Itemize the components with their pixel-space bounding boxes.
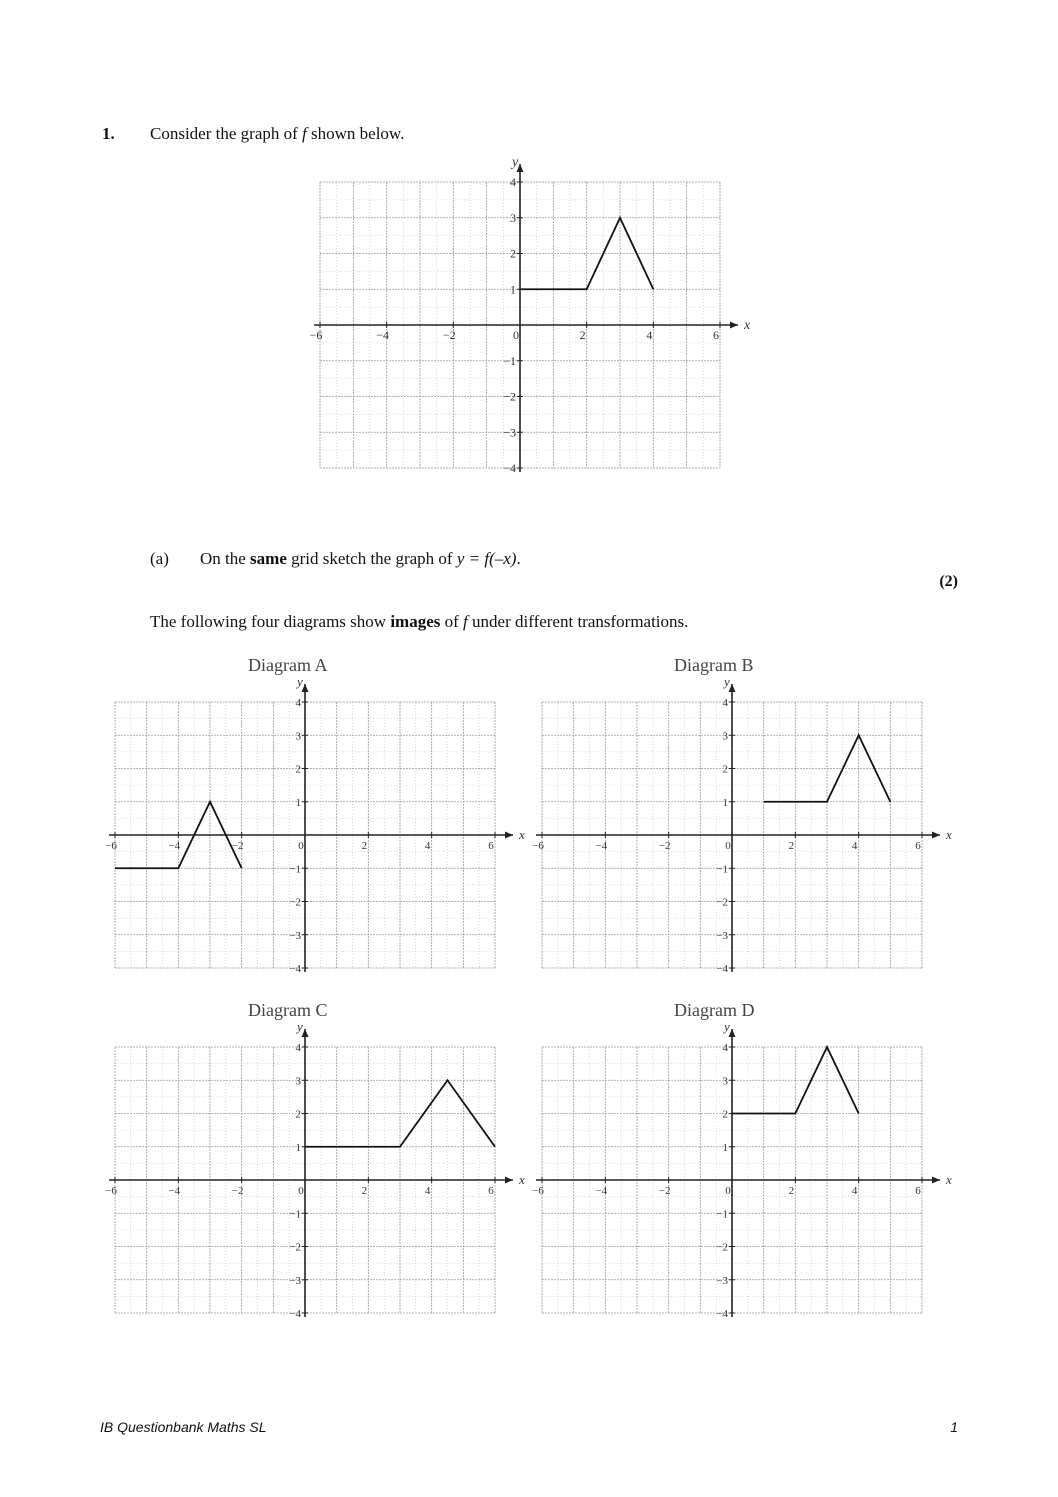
y-tick-label: −3: [503, 425, 516, 440]
y-tick-label: −1: [289, 863, 301, 876]
y-tick-label: 1: [295, 796, 301, 809]
x-tick-label: 2: [788, 1185, 795, 1197]
y-axis-label: y: [724, 1019, 730, 1034]
y-tick-label: −2: [716, 896, 728, 909]
y-tick-label: −1: [716, 863, 728, 876]
part-a-prefix: On the: [200, 549, 251, 568]
x-tick-label: −6: [532, 840, 544, 852]
y-tick-label: 4: [722, 1042, 728, 1054]
transformations-suffix: under different transformations.: [467, 612, 689, 631]
diagram-c-graph: [95, 1019, 535, 1335]
y-tick-label: −4: [716, 963, 728, 975]
question-number: 1.: [102, 124, 115, 143]
y-tick-label: −4: [289, 963, 301, 975]
y-tick-label: 2: [722, 763, 728, 776]
x-tick-label: 4: [646, 328, 653, 342]
diagram-d-graph: [522, 1019, 962, 1335]
y-tick-label: 2: [510, 246, 516, 261]
transformations-var: f: [463, 612, 468, 631]
y-axis-label: y: [297, 674, 303, 689]
x-tick-label: −4: [168, 1185, 181, 1197]
y-tick-label: −1: [716, 1208, 728, 1221]
x-tick-label: −4: [595, 840, 608, 852]
y-tick-label: −2: [503, 389, 516, 404]
x-tick-label: 2: [579, 328, 586, 342]
part-a-formula: y = f(–x): [456, 549, 517, 568]
x-tick-label: 6: [488, 1185, 494, 1197]
y-tick-label: −4: [716, 1308, 728, 1320]
x-axis-arrow: [932, 832, 940, 839]
x-tick-label: −4: [595, 1185, 608, 1197]
x-tick-label: 2: [361, 1185, 368, 1197]
x-tick-label: 2: [361, 840, 368, 852]
x-tick-label: −6: [532, 1185, 544, 1197]
y-tick-label: 4: [295, 697, 301, 709]
x-tick-label: −2: [231, 840, 244, 852]
x-tick-label: −2: [658, 840, 671, 852]
diagram-d-title: Diagram D: [674, 1000, 755, 1020]
x-tick-label: 4: [424, 1185, 431, 1197]
x-tick-label: −6: [105, 1185, 117, 1197]
x-tick-label: −4: [376, 328, 390, 342]
diagram-c-title: Diagram C: [248, 1000, 328, 1020]
diagram-b-title: Diagram B: [674, 655, 754, 675]
x-tick-label: 6: [713, 328, 719, 342]
part-a-marks: (2): [939, 573, 958, 590]
part-a-label: (a): [150, 549, 169, 568]
y-tick-label: −3: [716, 1274, 728, 1287]
y-tick-label: 3: [295, 1075, 301, 1088]
y-tick-label: −3: [289, 1274, 301, 1287]
x-axis-label: x: [946, 1172, 952, 1187]
x-tick-label: 4: [851, 1185, 858, 1197]
x-tick-label: −4: [168, 840, 181, 852]
y-tick-label: −1: [503, 353, 516, 368]
y-tick-label: −2: [289, 896, 301, 909]
question-intro-suffix: shown below.: [306, 124, 405, 143]
question-intro-prefix: Consider the graph of: [150, 124, 303, 143]
y-tick-label: −1: [289, 1208, 301, 1221]
x-tick-label: −2: [442, 328, 456, 342]
diagram-b-graph: [522, 674, 962, 990]
x-tick-label: 6: [915, 1185, 921, 1197]
x-tick-label: 6: [488, 840, 494, 852]
part-a-middle: grid sketch the graph of: [286, 549, 457, 568]
main-graph: [300, 155, 760, 490]
y-tick-label: −3: [289, 929, 301, 942]
x-axis-label: x: [519, 827, 525, 842]
x-axis-label: x: [946, 827, 952, 842]
part-a-suffix: .: [516, 549, 521, 568]
y-tick-label: 2: [295, 1108, 301, 1121]
question-intro: [150, 124, 404, 144]
x-tick-label: −6: [309, 328, 323, 342]
x-axis-label: x: [519, 1172, 525, 1187]
x-axis-arrow: [505, 832, 513, 839]
y-tick-label: 4: [722, 697, 728, 709]
y-tick-label: 3: [722, 730, 728, 743]
x-tick-label: 4: [851, 840, 858, 852]
y-tick-label: 1: [295, 1141, 301, 1154]
transformations-bold: images: [390, 612, 441, 631]
y-tick-label: 1: [722, 1141, 728, 1154]
footer-page-number: 1: [950, 1419, 958, 1435]
question-intro-var: f: [302, 124, 307, 143]
transformations-intro: [150, 612, 688, 632]
y-tick-label: −2: [716, 1241, 728, 1254]
y-tick-label: 1: [510, 282, 516, 297]
x-tick-label: 0: [725, 1185, 731, 1197]
x-tick-label: −2: [231, 1185, 244, 1197]
y-tick-label: −4: [503, 461, 516, 475]
x-tick-label: 2: [788, 840, 795, 852]
y-tick-label: 3: [722, 1075, 728, 1088]
x-axis-arrow: [730, 322, 738, 329]
part-a-text: [200, 549, 521, 569]
x-tick-label: −2: [658, 1185, 671, 1197]
y-tick-label: −3: [716, 929, 728, 942]
diagram-a-title: Diagram A: [248, 655, 328, 675]
y-tick-label: 2: [722, 1108, 728, 1121]
y-tick-label: 3: [295, 730, 301, 743]
x-axis-label: x: [744, 318, 751, 333]
y-tick-label: −2: [289, 1241, 301, 1254]
y-tick-label: 3: [510, 210, 516, 225]
transformations-prefix: The following four diagrams show: [150, 612, 391, 631]
y-tick-label: 4: [510, 175, 516, 189]
x-tick-label: 0: [298, 1185, 304, 1197]
y-axis-label: y: [724, 674, 730, 689]
x-tick-label: 0: [513, 328, 519, 342]
part-a-bold: same: [250, 549, 287, 568]
y-tick-label: 1: [722, 796, 728, 809]
y-tick-label: −4: [289, 1308, 301, 1320]
diagram-a-graph: [95, 674, 535, 990]
x-tick-label: 0: [725, 840, 731, 852]
x-axis-arrow: [505, 1177, 513, 1184]
y-axis-label: y: [512, 155, 519, 170]
transformations-middle: of: [440, 612, 464, 631]
x-tick-label: 0: [298, 840, 304, 852]
y-axis-label: y: [297, 1019, 303, 1034]
x-axis-arrow: [932, 1177, 940, 1184]
x-tick-label: −6: [105, 840, 117, 852]
footer-source: IB Questionbank Maths SL: [100, 1419, 267, 1435]
y-tick-label: 4: [295, 1042, 301, 1054]
x-tick-label: 6: [915, 840, 921, 852]
x-tick-label: 4: [424, 840, 431, 852]
y-tick-label: 2: [295, 763, 301, 776]
